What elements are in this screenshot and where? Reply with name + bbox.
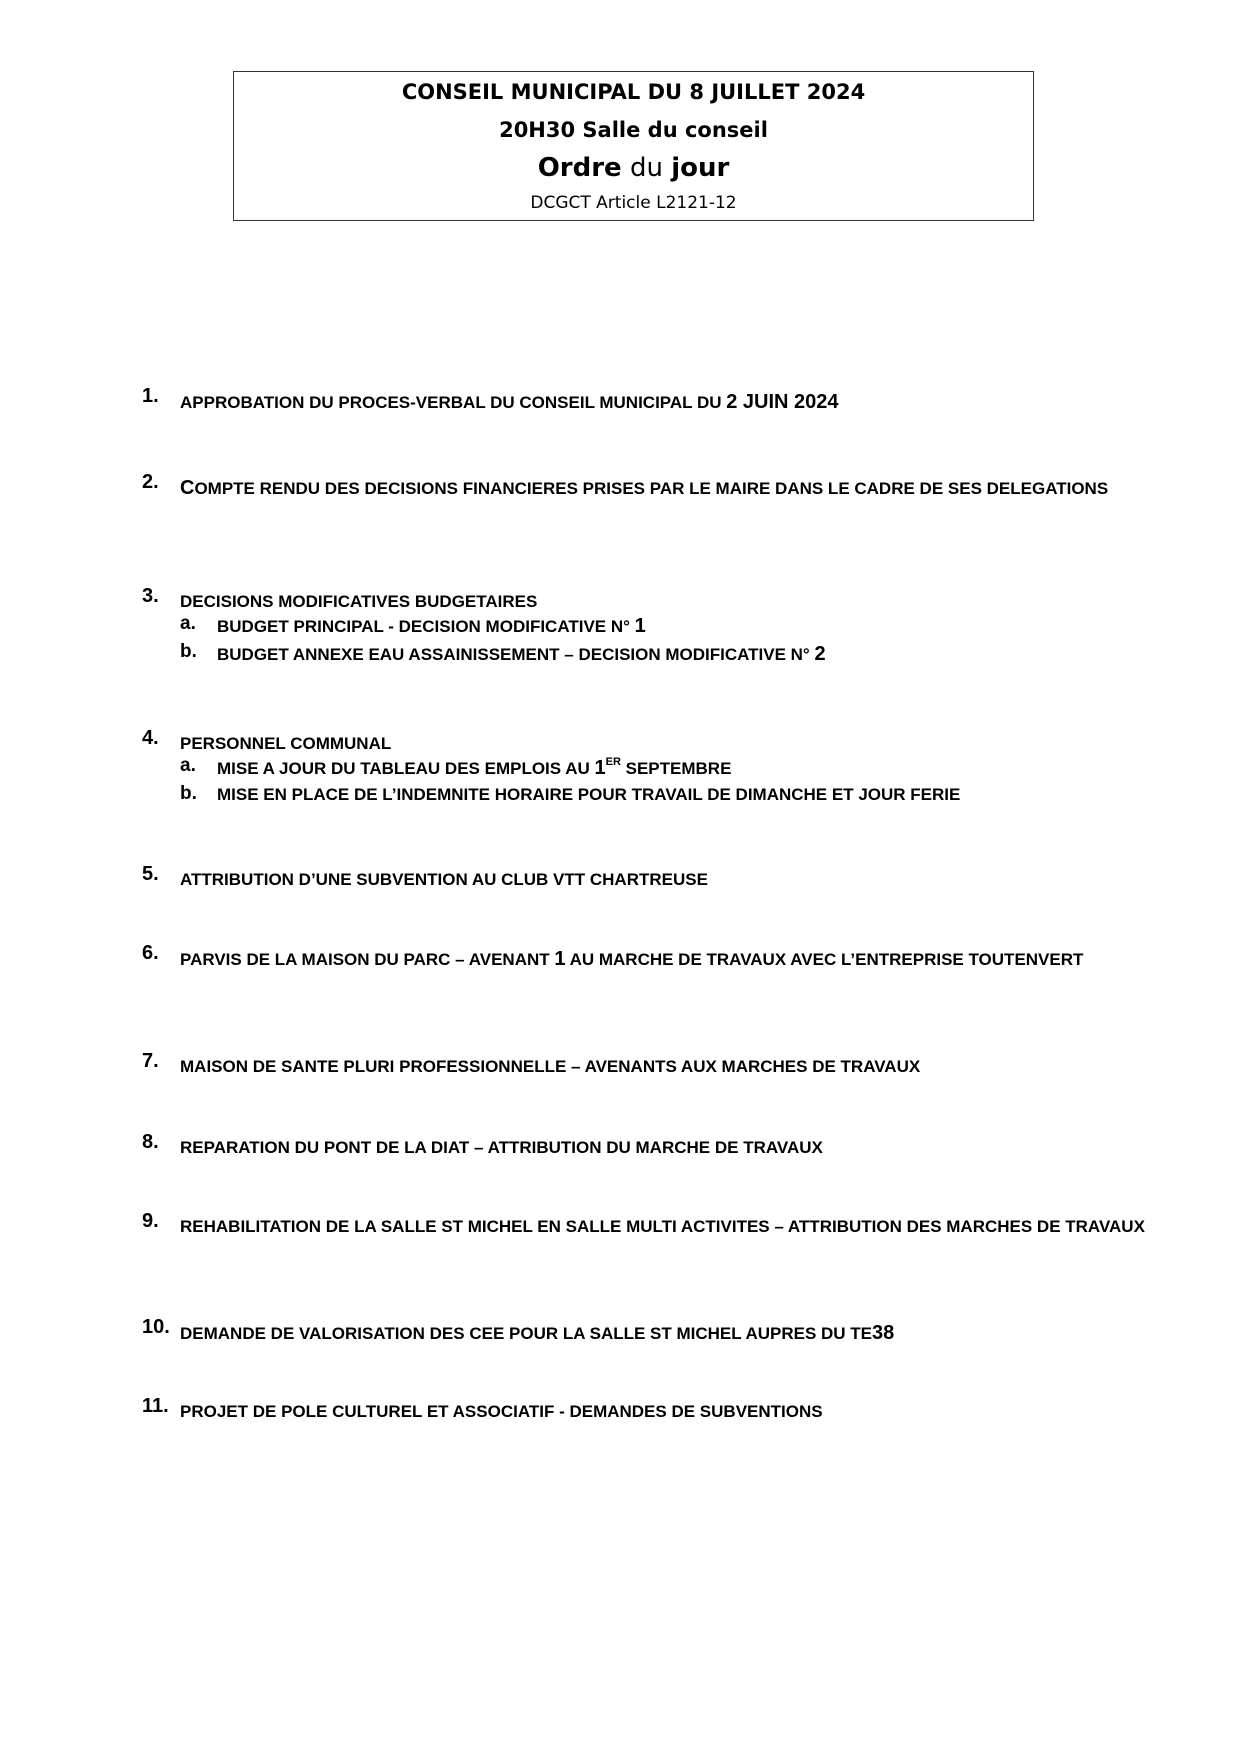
sub-item-text: BUDGET PRINCIPAL - DECISION MODIFICATIVE N° 1 — [217, 615, 646, 637]
item-number: 1. — [142, 385, 159, 407]
item-number: 9. — [142, 1210, 159, 1232]
item-text: DEMANDE DE VALORISATION DES CEE POUR LA SALLE ST MICHEL AUPRES DU TE38 — [180, 1322, 895, 1344]
item-text: COMPTE RENDU DES DECISIONS FINANCIERES PRISES PAR LE MAIRE DANS LE CADRE DE SES DELEGATIONS — [180, 477, 1109, 499]
item-text: PERSONNEL COMMUNAL — [180, 734, 392, 753]
sub-item-text: BUDGET ANNEXE EAU ASSAINISSEMENT – DECISION MODIFICATIVE N° 2 — [217, 643, 826, 665]
item-number: 4. — [142, 727, 159, 749]
item-number: 11. — [142, 1395, 169, 1417]
item-number: 8. — [142, 1131, 159, 1153]
item-text: ATTRIBUTION D’UNE SUBVENTION AU CLUB VTT CHARTREUSE — [180, 870, 708, 889]
header-time-room: 20H30 Salle du conseil — [499, 118, 768, 142]
item-text: REHABILITATION DE LA SALLE ST MICHEL EN SALLE MULTI ACTIVITES – ATTRIBUTION DES MARCHES DE TRAVAUX — [180, 1217, 1145, 1236]
page-title: Ordre du jour — [537, 153, 730, 183]
header-council-date: CONSEIL MUNICIPAL DU 8 JUILLET 2024 — [401, 80, 866, 104]
item-text: DECISIONS MODIFICATIVES BUDGETAIRES — [180, 592, 538, 611]
sub-item-text: MISE EN PLACE DE L’INDEMNITE HORAIRE POUR TRAVAIL DE DIMANCHE ET JOUR FERIE — [217, 785, 961, 804]
sub-item-text: MISE A JOUR DU TABLEAU DES EMPLOIS AU 1ER SEPTEMBRE — [217, 756, 732, 779]
sub-item-letter: b. — [180, 641, 197, 662]
item-number: 3. — [142, 585, 159, 607]
sub-item-letter: a. — [180, 613, 196, 634]
sub-item-letter: b. — [180, 783, 197, 804]
item-text: REPARATION DU PONT DE LA DIAT – ATTRIBUTION DU MARCHE DE TRAVAUX — [180, 1138, 823, 1157]
item-text: MAISON DE SANTE PLURI PROFESSIONNELLE – AVENANTS AUX MARCHES DE TRAVAUX — [180, 1057, 921, 1076]
item-text: PARVIS DE LA MAISON DU PARC – AVENANT 1 AU MARCHE DE TRAVAUX AVEC L’ENTREPRISE TOUTENVERT — [180, 948, 1084, 970]
item-number: 5. — [142, 863, 159, 885]
item-number: 7. — [142, 1050, 159, 1072]
sub-item-letter: a. — [180, 755, 196, 776]
item-text: APPROBATION DU PROCES-VERBAL DU CONSEIL MUNICIPAL DU 2 JUIN 2024 — [180, 391, 839, 413]
item-text: PROJET DE POLE CULTUREL ET ASSOCIATIF - DEMANDES DE SUBVENTIONS — [180, 1402, 823, 1421]
item-number: 2. — [142, 471, 159, 493]
item-number: 10. — [142, 1316, 170, 1338]
item-number: 6. — [142, 942, 159, 964]
header-reference: DCGCT Article L2121-12 — [530, 193, 737, 213]
